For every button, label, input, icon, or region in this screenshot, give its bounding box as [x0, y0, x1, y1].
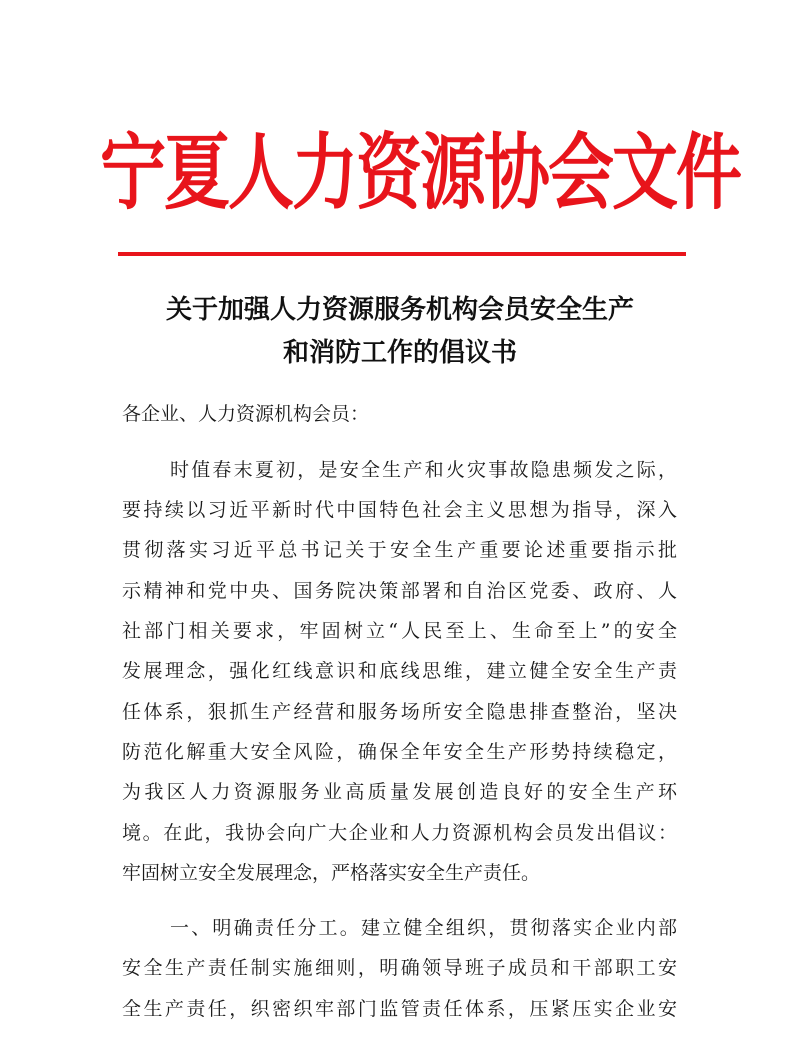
section-one-line-2: 安全生产责任制实施细则，明确领导班子成员和干部职工安: [122, 957, 677, 979]
body-line-2: 要持续以习近平新时代中国特色社会主义思想为指导，深入: [122, 499, 677, 521]
body-line-1: 时值春末夏初，是安全生产和火灾事故隐患频发之际，: [170, 459, 677, 481]
body-line-3: 贯彻落实习近平总书记关于安全生产重要论述重要指示批: [122, 539, 677, 561]
body-line-10: 境。在此，我协会向广大企业和人力资源机构会员发出倡议：: [122, 822, 677, 844]
salutation: 各企业、人力资源机构会员：: [122, 403, 370, 425]
body-line-11: 牢固树立安全发展理念，严格落实安全生产责任。: [122, 862, 541, 884]
body-line-5: 社部门相关要求，牢固树立“人民至上、生命至上”的安全: [122, 620, 677, 642]
document-title-line-1: 关于加强人力资源服务机构会员安全生产: [165, 295, 634, 325]
body-line-4: 示精神和党中央、国务院决策部署和自治区党委、政府、人: [122, 580, 677, 602]
document-title-line-2: 和消防工作的倡议书: [282, 338, 517, 368]
section-one-line-1: 一、明确责任分工。建立健全组织，贯彻落实企业内部: [170, 917, 677, 939]
section-one-line-3: 全生产责任，织密织牢部门监管责任体系，压紧压实企业安: [122, 998, 677, 1020]
body-line-8: 防范化解重大安全风险，确保全年安全生产形势持续稳定，: [122, 741, 677, 763]
body-line-6: 发展理念，强化红线意识和底线思维，建立健全安全生产责: [122, 660, 677, 682]
body-line-9: 为我区人力资源服务业高质量发展创造良好的安全生产环: [122, 781, 677, 803]
masthead-title: 宁夏人力资源协会文件: [100, 123, 740, 221]
body-line-7: 任体系，狠抓生产经营和服务场所安全隐患排查整治，坚决: [122, 701, 677, 723]
red-divider-line: [118, 252, 686, 256]
